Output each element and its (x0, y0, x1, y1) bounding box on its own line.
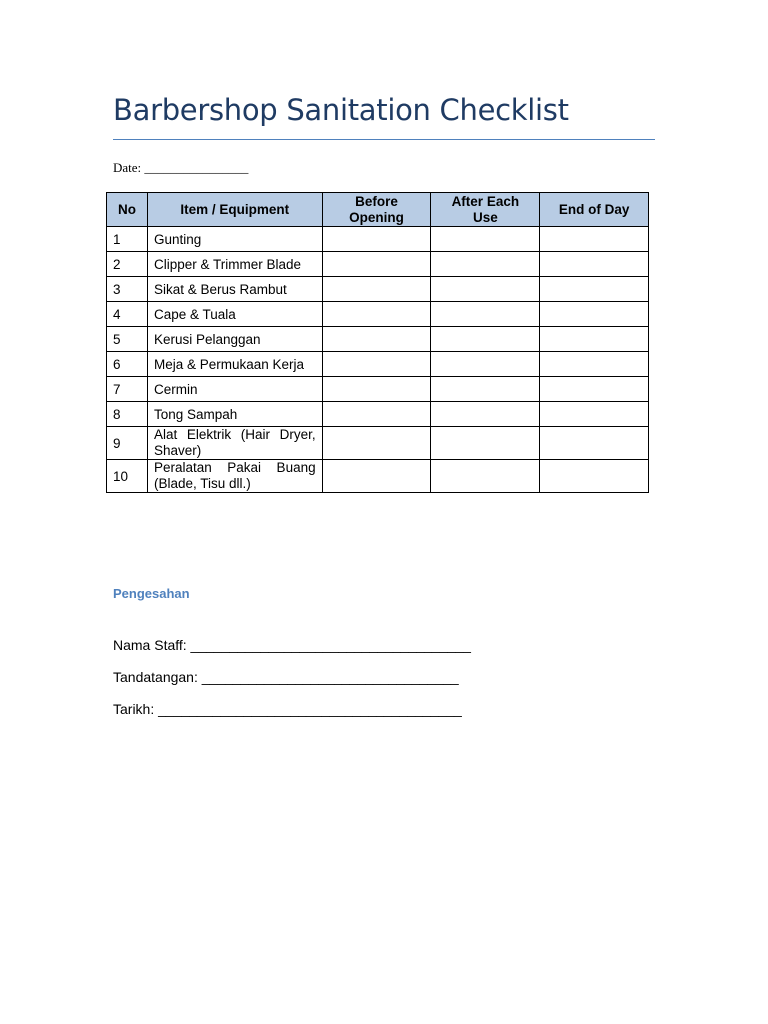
check-cell-after-each-use[interactable] (431, 302, 540, 327)
check-cell-end-of-day[interactable] (540, 327, 649, 352)
date-field: Tarikh: _______________________________________ (113, 701, 462, 717)
table-row (107, 327, 649, 352)
row-number: 3 (107, 277, 148, 302)
check-cell-after-each-use[interactable] (431, 377, 540, 402)
check-cell-before-opening[interactable] (322, 327, 431, 352)
check-cell-end-of-day[interactable] (540, 277, 649, 302)
check-cell-end-of-day[interactable] (540, 460, 649, 493)
sanitation-checklist-table (106, 192, 649, 493)
check-cell-before-opening[interactable] (322, 377, 431, 402)
staff-name-field: Nama Staff: ____________________________________ (113, 637, 471, 653)
table-row (107, 252, 649, 277)
title-underline (113, 139, 655, 140)
check-cell-after-each-use[interactable] (431, 327, 540, 352)
row-item: Sikat & Berus Rambut (147, 277, 322, 302)
table-row (107, 277, 649, 302)
header-before-opening: Before Opening (322, 193, 431, 227)
table-header-row (107, 193, 649, 227)
check-cell-before-opening[interactable] (322, 252, 431, 277)
check-cell-end-of-day[interactable] (540, 377, 649, 402)
table-row (107, 402, 649, 427)
approval-heading: Pengesahan (113, 586, 190, 601)
row-item: Cermin (147, 377, 322, 402)
row-item: Gunting (147, 227, 322, 252)
check-cell-after-each-use[interactable] (431, 277, 540, 302)
check-cell-before-opening[interactable] (322, 402, 431, 427)
row-item: Clipper & Trimmer Blade (147, 252, 322, 277)
check-cell-before-opening[interactable] (322, 277, 431, 302)
table-row (107, 302, 649, 327)
table-row (107, 460, 649, 493)
check-cell-before-opening[interactable] (322, 460, 431, 493)
check-cell-before-opening[interactable] (322, 227, 431, 252)
row-number: 9 (107, 427, 148, 460)
row-number: 7 (107, 377, 148, 402)
row-item: Tong Sampah (147, 402, 322, 427)
check-cell-end-of-day[interactable] (540, 352, 649, 377)
check-cell-before-opening[interactable] (322, 352, 431, 377)
table-row (107, 352, 649, 377)
check-cell-after-each-use[interactable] (431, 227, 540, 252)
row-number: 2 (107, 252, 148, 277)
check-cell-end-of-day[interactable] (540, 427, 649, 460)
header-no: No (107, 193, 148, 227)
check-cell-before-opening[interactable] (322, 302, 431, 327)
row-item: Meja & Permukaan Kerja (147, 352, 322, 377)
row-item: Alat Elektrik (Hair Dryer, Shaver) (147, 427, 322, 460)
check-cell-end-of-day[interactable] (540, 302, 649, 327)
check-cell-before-opening[interactable] (322, 427, 431, 460)
signature-field: Tandatangan: _________________________________ (113, 669, 459, 685)
row-number: 10 (107, 460, 148, 493)
check-cell-end-of-day[interactable] (540, 402, 649, 427)
table-row (107, 227, 649, 252)
header-item: Item / Equipment (147, 193, 322, 227)
header-after-each-use: After Each Use (431, 193, 540, 227)
row-number: 5 (107, 327, 148, 352)
check-cell-after-each-use[interactable] (431, 402, 540, 427)
table-row (107, 377, 649, 402)
row-item: Peralatan Pakai Buang (Blade, Tisu dll.) (147, 460, 322, 493)
check-cell-after-each-use[interactable] (431, 352, 540, 377)
check-cell-after-each-use[interactable] (431, 427, 540, 460)
check-cell-after-each-use[interactable] (431, 252, 540, 277)
row-item: Kerusi Pelanggan (147, 327, 322, 352)
row-number: 8 (107, 402, 148, 427)
table-row (107, 427, 649, 460)
header-end-of-day: End of Day (540, 193, 649, 227)
check-cell-end-of-day[interactable] (540, 227, 649, 252)
check-cell-after-each-use[interactable] (431, 460, 540, 493)
page-title: Barbershop Sanitation Checklist (113, 93, 569, 127)
check-cell-end-of-day[interactable] (540, 252, 649, 277)
row-number: 6 (107, 352, 148, 377)
date-line: Date: ________________ (113, 160, 249, 175)
row-item: Cape & Tuala (147, 302, 322, 327)
row-number: 1 (107, 227, 148, 252)
row-number: 4 (107, 302, 148, 327)
